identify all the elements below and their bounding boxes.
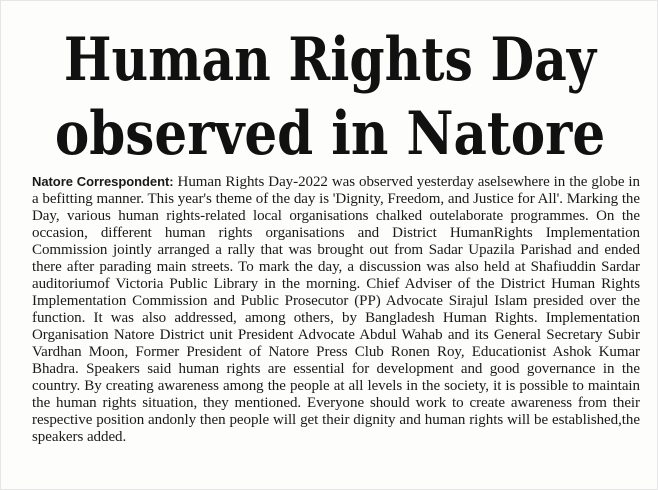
article-body-text: Human Rights Day-2022 was observed yesterday aselsewhere in the globe in a befitting manner. This year's theme of the day is 'Dignity, Freedom, and Justice for All'. Marking the Day, various human rights-related local organisations chalked outelaborate programmes. On the occasion, different human rights organisations and District HumanRights Implementation Commission jointly arranged a rally that was brought out from Sadar Upazila Parishad and ended there after parading main streets. To mark the day, a discussion was also held at Shafiuddin Sardar auditoriumof Victoria Public Library in the morning. Chief Adviser of the District Human Rights Implementation Commission and Public Prosecutor (PP) Advocate Sirajul Islam presided over the function. It was also addressed, among others, by Bangladesh Human Rights. Implementation Organisation Natore District unit President Advocate Abdul Wahab and its General Secretary Subir Vardhan Moon, Former President of Natore Press Club Ronen Roy, Educationist Ashok Kumar Bhadra. Speakers said human rights are essential for development and good governance in the country. By creating awareness among the people at all levels in the society, it is possible to maintain the human rights situation, they mentioned. Everyone should work to create awareness from their respective position andonly then people will get their dignity and human rights will be established,the speakers added. [32,174,640,445]
article-body [32,173,640,446]
byline: Natore Correspondent: [32,174,174,189]
headline-line-2: observed in Natore [54,99,606,169]
headline-line-1: Human Rights Day [63,25,597,95]
